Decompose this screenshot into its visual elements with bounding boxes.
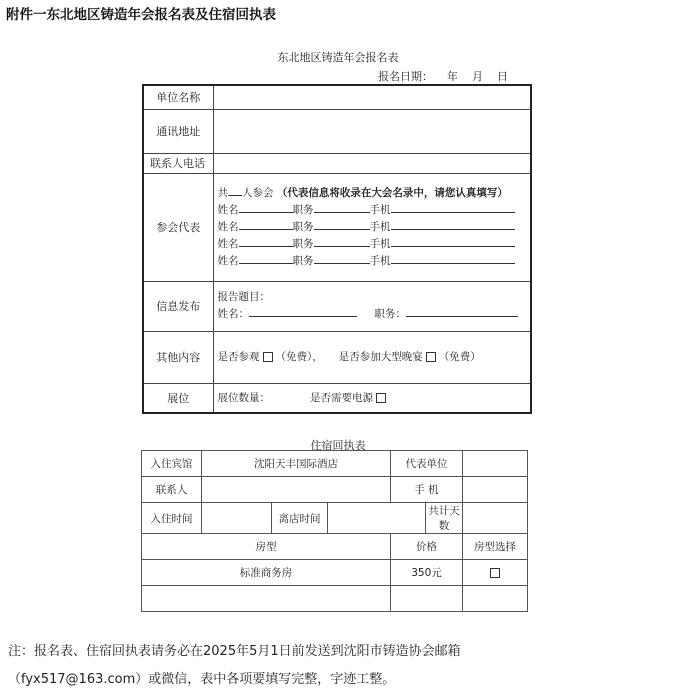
empty-row	[142, 586, 528, 612]
booth-quantity-label: 展位数量：	[217, 392, 270, 405]
other-content-cell	[213, 331, 531, 383]
rep-position-label: 职务	[292, 220, 314, 233]
unit-name-field[interactable]	[213, 85, 531, 109]
note-line-2: （fyx517@163.com）或微信，表中各项要填写完整，字迹工整。	[8, 672, 396, 687]
rep-count-field[interactable]	[228, 185, 242, 196]
rep-count-suffix: 人参会	[242, 186, 274, 199]
unit-name-label: 单位名称	[143, 85, 213, 109]
registration-form-table	[142, 84, 532, 414]
rep-name-field[interactable]	[239, 236, 293, 247]
hotel-mobile-field[interactable]	[463, 477, 528, 503]
representatives-cell	[213, 173, 531, 281]
rep-mobile-label: 手机	[369, 237, 391, 250]
days-label: 共计天数	[426, 503, 463, 534]
tour-label: 是否参观	[217, 350, 260, 363]
info-row	[143, 281, 531, 331]
rep-mobile-field[interactable]	[391, 236, 515, 247]
speaker-name-label: 姓名：	[217, 308, 249, 320]
hotel-contact-field[interactable]	[202, 477, 391, 503]
empty-cell[interactable]	[463, 586, 528, 612]
hotel-name: 沈阳天丰国际酒店	[202, 451, 391, 477]
speaker-position-label: 职务：	[374, 308, 406, 320]
rep-unit-label: 代表单位	[391, 451, 463, 477]
booth-label: 展位	[143, 383, 213, 413]
hotel-row	[142, 451, 528, 477]
report-title-line	[218, 289, 531, 306]
contact-phone-label: 联系人电话	[143, 153, 213, 173]
rep-row	[218, 236, 531, 253]
rep-count-line	[218, 185, 531, 202]
room-type-header: 房型	[142, 534, 391, 560]
room-price: 350元	[391, 560, 463, 586]
other-row	[143, 331, 531, 383]
hotel-contact-row	[142, 477, 528, 503]
representatives-row	[143, 173, 531, 281]
rep-position-label: 职务	[292, 254, 314, 267]
hotel-label: 入住宾馆	[142, 451, 202, 477]
party-free-note: （免费）	[438, 350, 481, 363]
hotel-mobile-label: 手 机	[391, 477, 463, 503]
info-publish-cell	[213, 281, 531, 331]
room-select-checkbox[interactable]	[490, 568, 500, 578]
speaker-name-field[interactable]	[249, 306, 357, 317]
rep-name-field[interactable]	[239, 253, 293, 264]
checkin-label: 入住时间	[142, 503, 202, 534]
checkout-label: 离店时间	[272, 503, 328, 534]
rep-position-label: 职务	[292, 203, 314, 216]
contact-phone-field[interactable]	[213, 153, 531, 173]
checkin-field[interactable]	[202, 503, 272, 534]
report-title-label: 报告题目：	[217, 291, 270, 303]
rep-position-field[interactable]	[314, 253, 370, 264]
tour-checkbox[interactable]	[263, 352, 273, 362]
speaker-line	[218, 306, 531, 323]
rep-count-prefix: 共	[217, 186, 228, 199]
hotel-form-title: 住宿回执表	[310, 439, 366, 452]
rep-mobile-field[interactable]	[391, 219, 515, 230]
hotel-dates-row	[142, 503, 528, 534]
rep-name-field[interactable]	[239, 219, 293, 230]
page-heading: 附件一东北地区铸造年会报名表及住宿回执表	[6, 7, 276, 23]
tour-free-note: （免费），	[275, 350, 323, 363]
address-label: 通讯地址	[143, 109, 213, 153]
rep-unit-field[interactable]	[463, 451, 528, 477]
rep-row	[218, 219, 531, 236]
rep-name-label: 姓名	[217, 254, 239, 267]
rep-position-field[interactable]	[314, 219, 370, 230]
address-field[interactable]	[213, 109, 531, 153]
rep-name-label: 姓名	[217, 237, 239, 250]
hotel-contact-label: 联系人	[142, 477, 202, 503]
room-type: 标准商务房	[142, 560, 391, 586]
speaker-position-field[interactable]	[406, 306, 518, 317]
rep-name-field[interactable]	[239, 202, 293, 213]
rep-mobile-label: 手机	[369, 254, 391, 267]
rep-position-field[interactable]	[314, 236, 370, 247]
other-content-label: 其他内容	[143, 331, 213, 383]
days-field[interactable]	[463, 503, 528, 534]
registration-date-line: 报名日期： 年 月 日	[378, 70, 508, 83]
note-line-1: 注：报名表、住宿回执表请务必在2025年5月1日前发送到沈阳市铸造协会邮箱	[8, 644, 461, 659]
room-header-row	[142, 534, 528, 560]
rep-mobile-label: 手机	[369, 220, 391, 233]
empty-cell[interactable]	[142, 586, 391, 612]
rep-mobile-label: 手机	[369, 203, 391, 216]
party-checkbox[interactable]	[426, 352, 436, 362]
rep-mobile-field[interactable]	[391, 253, 515, 264]
checkout-field[interactable]	[328, 503, 426, 534]
address-row	[143, 109, 531, 153]
registration-form-title: 东北地区铸造年会报名表	[277, 51, 399, 64]
rep-name-label: 姓名	[217, 220, 239, 233]
party-label: 是否参加大型晚宴	[338, 350, 423, 363]
room-row	[142, 560, 528, 586]
rep-mobile-field[interactable]	[391, 202, 515, 213]
rep-name-label: 姓名	[217, 203, 239, 216]
rep-note: （代表信息将收录在大会名录中，请您认真填写）	[276, 186, 508, 199]
booth-cell	[213, 383, 531, 413]
info-publish-label: 信息发布	[143, 281, 213, 331]
room-select-header: 房型选择	[463, 534, 528, 560]
representatives-label: 参会代表	[143, 173, 213, 281]
rep-row	[218, 253, 531, 270]
contact-row	[143, 153, 531, 173]
power-label: 是否需要电源	[310, 392, 373, 405]
unit-row	[143, 85, 531, 109]
price-header: 价格	[391, 534, 463, 560]
rep-position-label: 职务	[292, 237, 314, 250]
rep-position-field[interactable]	[314, 202, 370, 213]
power-checkbox[interactable]	[376, 393, 386, 403]
empty-cell[interactable]	[391, 586, 463, 612]
rep-row	[218, 202, 531, 219]
hotel-receipt-table	[141, 450, 528, 612]
booth-row	[143, 383, 531, 413]
room-select-cell	[463, 560, 528, 586]
